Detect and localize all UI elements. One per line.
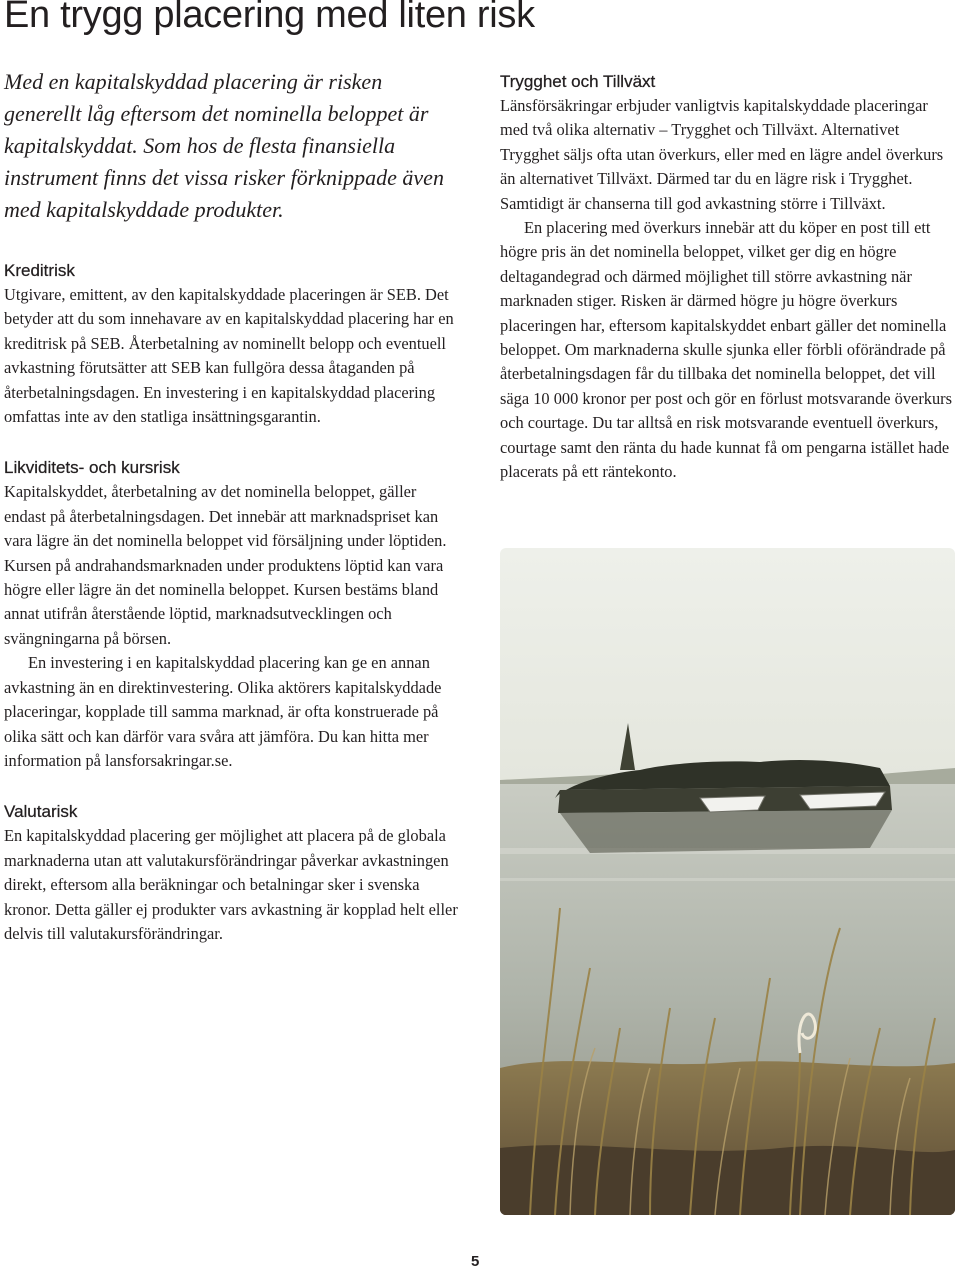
valutarisk-section <box>4 800 462 946</box>
trygghet-heading: Trygghet och Tillväxt <box>500 72 656 91</box>
valutarisk-heading: Valutarisk <box>4 802 78 822</box>
likviditet-section <box>4 456 462 773</box>
intro-text: Med en kapitalskyddad placering är risken generellt låg eftersom det nominella beloppet är kapitalskyddat. Som hos de flesta finansiella instrument finns det vissa risker förknippade även med kapitalskyddade produkter. <box>4 69 444 222</box>
page-number: 5 <box>471 1253 480 1270</box>
trygghet-section <box>500 70 956 485</box>
kreditrisk-section <box>4 259 462 429</box>
lake-photo <box>500 548 955 1215</box>
likviditet-text-1: Kapitalskyddet, återbetalning av det nominella beloppet, gäller endast på återbetalningsdagen. Det innebär att marknadspriset kan vara lägre än det nominella beloppet vid försäljning under löptiden. Kursen på andrahandsmarknaden under produktens löptid kan vara högre eller lägre än det nominella beloppet. Kursen bestäms bland annat utifrån återstående löptid, marknadsutvecklingen och svängningarna på börsen. <box>4 482 447 648</box>
trygghet-text-2: En placering med överkurs innebär att du köper en post till ett högre pris än det nominella beloppet, vilket ger dig en högre deltagandegrad och därmed möjlighet till större avkastning när marknaden stiger. Risken är därmed högre ju högre överkurs placeringen har, eftersom kapitalskyddet enbart gäller det nominella beloppet. Om marknaderna skulle sjunka eller förbli oförändrade på återbetalningsdagen får du tillbaka det nominella beloppet, det vill säga 10 000 kronor per post och gör en förlust motsvarande överkurs och courtage. Du tar alltså en risk motsvarande eventuell överkurs, courtage samt den ränta du hade kunnat få om pengarna istället hade placerats på ett räntekonto. <box>500 218 952 482</box>
likviditet-heading: Likviditets- och kursrisk <box>4 458 180 478</box>
likviditet-text-2: En investering i en kapitalskyddad placering kan ge en annan avkastning än en direktinvestering. Olika aktörers kapitalskyddade placeringar, kopplade till samma marknad, är ofta konstruerade på olika sätt och kan därför vara svåra att jämföra. Du kan hitta mer information på lansforsakringar.se. <box>4 653 442 770</box>
valutarisk-text: En kapitalskyddad placering ger möjlighet att placera på de globala marknaderna utan att valutakursförändringar påverkar avkastningen direkt, eftersom alla beräkningar och betalningar sker i svenska kronor. Detta gäller ej produkter vars avkastning är kopplad helt eller delvis till valutakursförändringar. <box>4 826 458 943</box>
kreditrisk-text: Utgivare, emittent, av den kapitalskyddade placeringen är SEB. Det betyder att du som innehavare av en kapitalskyddad placering har en kreditrisk på SEB. Återbetalning av nominellt belopp och eventuell avkastning förutsätter att SEB kan fullgöra dessa åtaganden på återbetalningsdagen. En investering i en kapitalskyddad placering omfattas inte av den statliga insättningsgarantin. <box>4 285 454 427</box>
right-column <box>500 70 956 485</box>
trygghet-text-1: Länsförsäkringar erbjuder vanligtvis kapitalskyddade placeringar med två olika alternativ – Trygghet och Tillväxt. Alternativet Trygghet säljs ofta utan överkurs, eller med en lägre andel överkurs än alternativet Tillväxt. Därmed tar du en lägre risk i Trygghet. Samtidigt är chanserna till god avkastning större i Tillväxt. <box>500 96 944 213</box>
left-column <box>4 66 462 946</box>
page-title: En trygg placering med liten risk <box>4 0 535 36</box>
kreditrisk-heading: Kreditrisk <box>4 261 75 280</box>
